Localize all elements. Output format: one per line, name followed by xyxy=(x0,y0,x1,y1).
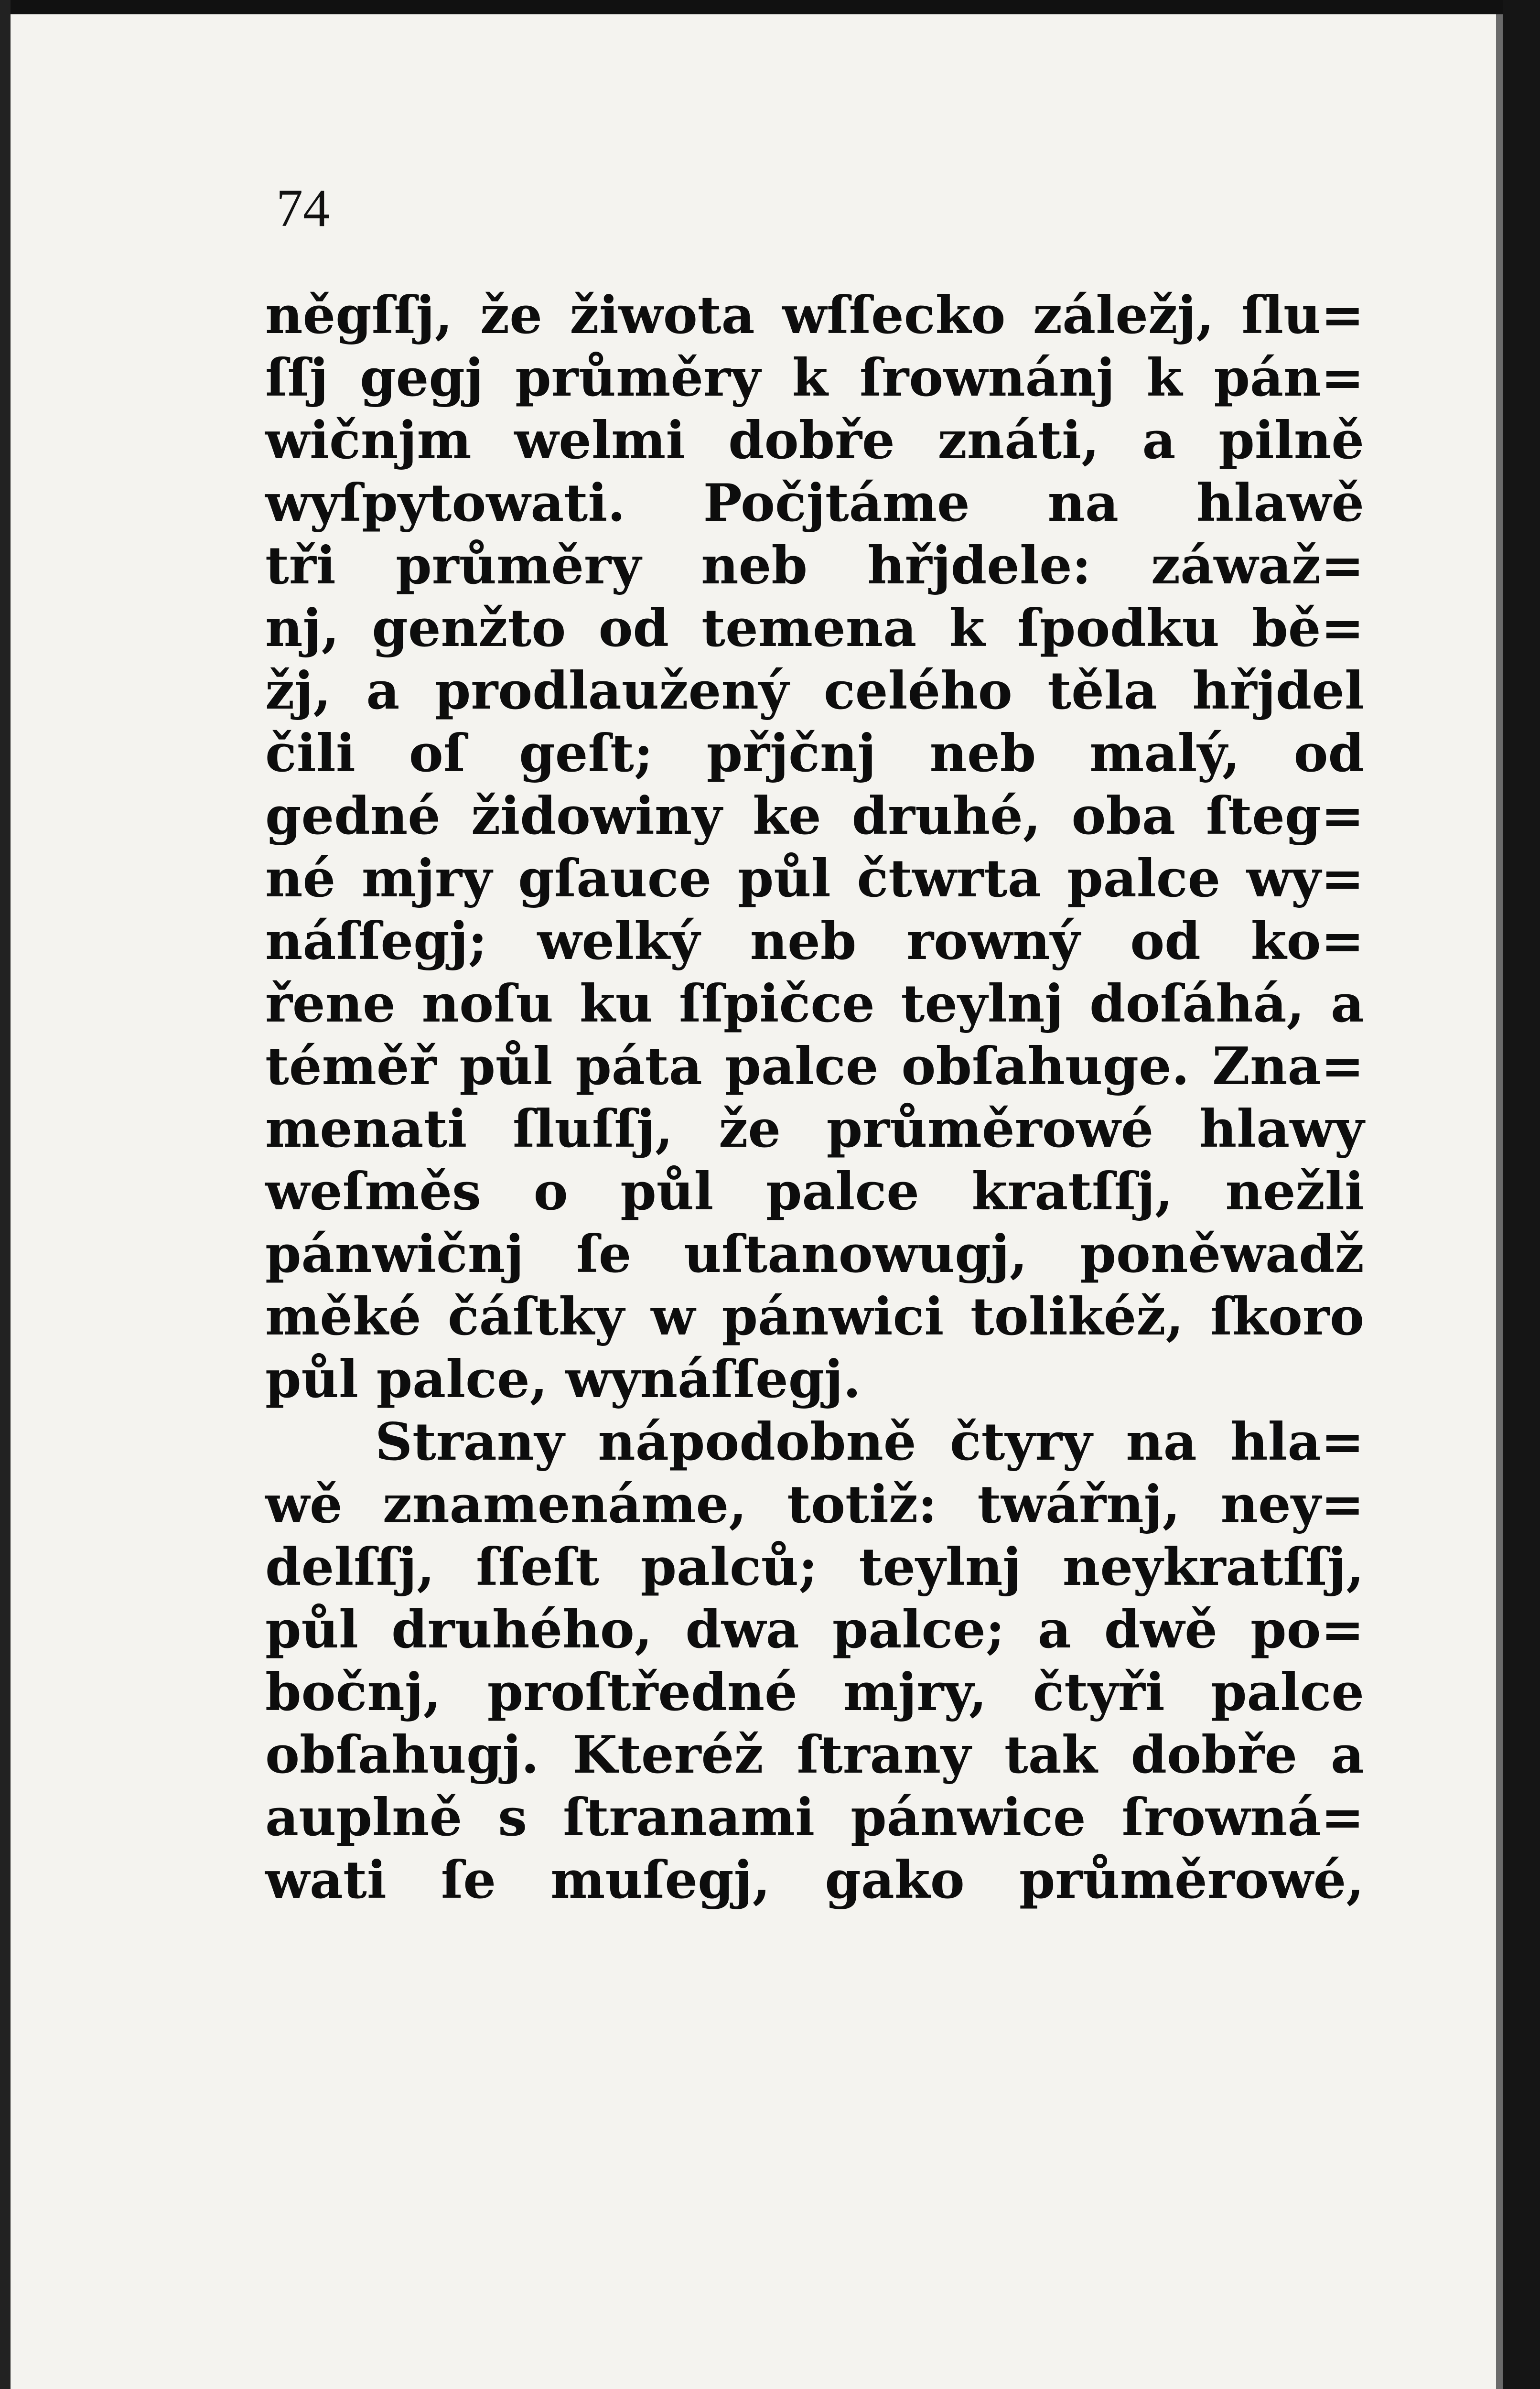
text-line: žj, a prodlaužený celého těla hřjdel xyxy=(265,661,1364,721)
text-line: wyſpytowati. Počjtáme na hlawě xyxy=(265,473,1364,533)
text-line: řene noſu ku ſſpičce teylnj doſáhá, a xyxy=(265,974,1364,1034)
scan-border-right xyxy=(1503,0,1540,2389)
text-line: něgſſj, že žiwota wſſecko záležj, ſlu= xyxy=(265,285,1364,345)
text-line: wě znamenáme, totiž: twářnj, ney= xyxy=(265,1474,1364,1535)
text-line: čili oſ geſt; přjčnj neb malý, od xyxy=(265,723,1364,784)
text-line: nj, genžto od temena k ſpodku bě= xyxy=(265,598,1364,658)
text-line: delſſj, ſſeſt palců; teylnj neykratſſj, xyxy=(265,1537,1364,1597)
page-edge-shadow xyxy=(1496,14,1503,2389)
text-line: pánwičnj ſe uſtanowugj, poněwadž xyxy=(265,1224,1364,1284)
scan-border-left xyxy=(0,0,11,2389)
text-line: auplně s ſtranami pánwice ſrowná= xyxy=(265,1787,1364,1848)
text-line: náſſegj; welký neb rowný od ko= xyxy=(265,911,1364,971)
text-line: půl palce, wynáſſegj. xyxy=(265,1349,861,1410)
text-line: né mjry gſauce půl čtwrta palce wy= xyxy=(265,849,1364,909)
text-line: gedné židowiny ke druhé, oba ſteg= xyxy=(265,786,1364,846)
text-line: tři průměry neb hřjdele: záwaž= xyxy=(265,536,1364,596)
text-line: ſſj gegj průměry k ſrownánj k pán= xyxy=(265,348,1364,408)
text-line: měké čáſtky w pánwici tolikéž, ſkoro xyxy=(265,1287,1364,1347)
text-line: obſahugj. Kteréž ſtrany tak dobře a xyxy=(265,1725,1364,1785)
text-line: wičnjm welmi dobře znáti, a pilně xyxy=(265,410,1364,471)
text-line: Strany nápodobně čtyry na hla= xyxy=(375,1412,1364,1472)
scan-border-top xyxy=(0,0,1540,14)
text-line: menati ſluſſj, že průměrowé hlawy xyxy=(265,1099,1364,1159)
text-line: půl druhého, dwa palce; a dwě po= xyxy=(265,1600,1364,1660)
page-number: 74 xyxy=(276,179,330,238)
text-line: weſměs o půl palce kratſſj, nežli xyxy=(265,1162,1364,1222)
text-line: téměř půl páta palce obſahuge. Zna= xyxy=(265,1036,1364,1097)
text-line: bočnj, proſtředné mjry, čtyři palce xyxy=(265,1662,1364,1722)
text-line: wati ſe muſegj, gako průměrowé, xyxy=(265,1850,1364,1910)
body-text xyxy=(265,284,1364,1912)
